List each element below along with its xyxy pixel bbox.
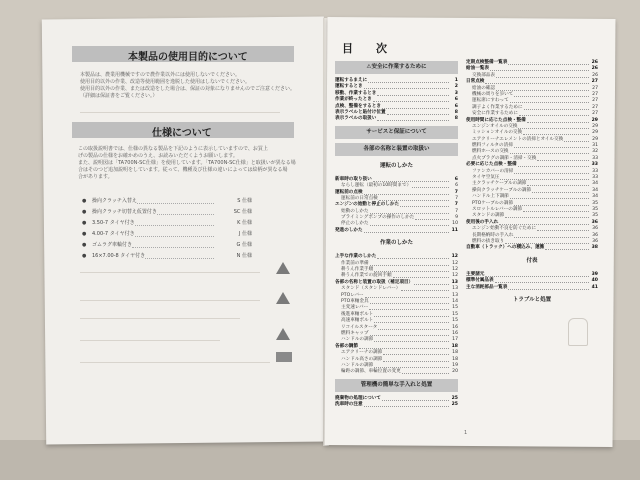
- toc-entry-label: 発進のしかた: [335, 227, 363, 233]
- toc-entry-label: 高速車軸ボルト: [341, 318, 374, 324]
- spec-text-line: この取扱説明書では、仕様の異なる製品を下記のように表示していますので、お買上: [78, 146, 268, 152]
- toc-leader-dots: [537, 156, 589, 161]
- spec-list: [82, 196, 252, 262]
- toc-leader-dots: [495, 278, 589, 283]
- toc-entry-page: 32: [592, 149, 598, 155]
- toc-entry-page: 39: [591, 271, 598, 277]
- toc-entry-label: PTOレバー: [341, 292, 364, 298]
- toc-entry-page: 33: [592, 175, 598, 181]
- spec-text-line: 合があります。: [78, 174, 113, 180]
- toc-entry-page: 15: [452, 318, 458, 324]
- toc-entry-label: 運転前の日常点検: [341, 195, 378, 201]
- toc-entry-page: 29: [591, 117, 598, 123]
- toc-leader-dots: [527, 181, 589, 186]
- toc-entry-label: ハンドルの調節: [341, 362, 374, 368]
- toc-entry-page: 26: [591, 66, 598, 72]
- toc-entry-page: 6: [454, 176, 458, 182]
- toc-entry-page: 29: [592, 136, 598, 142]
- toc-entry-page: 9: [455, 215, 458, 221]
- toc-entry-label: 耕うん作業手順: [341, 267, 374, 273]
- toc-title: 目 次: [342, 42, 393, 55]
- toc-leader-dots: [379, 196, 449, 201]
- toc-leader-dots: [514, 233, 589, 238]
- toc-entry-label: 燃料キャップ: [341, 330, 369, 336]
- toc-entry: [335, 228, 458, 234]
- toc-leader-dots: [545, 245, 589, 250]
- spec-item: ● 16×7.00-8 タイヤ付き N 仕様: [82, 253, 252, 259]
- toc-entry-label: 交換部品表: [472, 72, 495, 78]
- toc-leader-dots: [490, 66, 589, 71]
- toc-leader-dots: [373, 97, 449, 102]
- toc-entry-page: 36: [592, 226, 598, 232]
- toc-entry-page: 27: [591, 79, 598, 85]
- toc-entry-label: 調子よく作業するために: [472, 104, 523, 110]
- toc-leader-dots: [514, 169, 589, 174]
- toc-leader-dots: [414, 280, 449, 285]
- toc-entry-page: 6: [455, 183, 458, 189]
- toc-entry-label: ハンドルの調節: [341, 337, 374, 343]
- toc-leader-dots: [510, 149, 589, 154]
- toc-entry-label: 燃料の抜き取り: [472, 238, 505, 244]
- bleed-through-line: [80, 300, 260, 301]
- toc-entry-page: 40: [591, 278, 598, 284]
- toc-entry-label: ファンカバーの清掃: [472, 168, 514, 174]
- toc-leader-dots: [401, 286, 449, 291]
- toc-entry-page: 34: [592, 194, 598, 200]
- toc-section-heading: 各部の名称と装置の取扱い: [335, 143, 458, 156]
- toc-entry-page: 11: [451, 227, 458, 233]
- toc-entry-page: 2: [454, 84, 458, 90]
- toc-entry-label: 燃料ホースの交換: [472, 149, 509, 155]
- toc-entry-label: 作業が終ったとき: [335, 97, 372, 103]
- toc-leader-dots: [505, 213, 589, 218]
- toc-entry-page: 12: [452, 267, 458, 273]
- toc-leader-dots: [377, 254, 449, 259]
- toc-entry-label: 運転前の点検: [335, 189, 363, 195]
- toc-entry-label: プライミングポンプの操作のしかた: [341, 215, 415, 221]
- toc-leader-dots: [370, 299, 449, 304]
- toc-leader-dots: [373, 177, 449, 182]
- toc-leader-dots: [364, 402, 449, 407]
- toc-entry-label: 自動車（トラック）への積込み、運搬: [466, 245, 545, 251]
- toc-entry-label: 主な消耗部品一覧表: [466, 284, 508, 290]
- bleed-through-warning-icon: [276, 262, 290, 274]
- toc-entry-page: 1: [454, 78, 458, 83]
- spec-item: ● 4.00-7 タイヤ付き J 仕様: [82, 231, 252, 237]
- toc-entry-page: 33: [591, 162, 598, 168]
- purpose-text-line: 本製品は、農業用機械ですので農作業以外には使用しないでください。: [80, 72, 241, 78]
- toc-leader-dots: [524, 105, 589, 110]
- toc-leader-dots: [364, 190, 449, 195]
- toc-leader-dots: [510, 194, 589, 199]
- toc-entry-page: 6: [454, 97, 458, 103]
- purpose-text-line: （詳細は保証書をご覧ください。）: [80, 93, 158, 99]
- toc-section-heading: 管理機の簡単な手入れと処置: [335, 379, 458, 392]
- toc-leader-dots: [527, 118, 589, 123]
- toc-column-left: [335, 58, 458, 408]
- toc-leader-dots: [519, 111, 589, 116]
- toc-leader-dots: [382, 396, 449, 401]
- toc-leader-dots: [383, 357, 449, 362]
- toc-entry-page: 20: [452, 369, 458, 375]
- bleed-through-mark: [276, 352, 292, 362]
- toc-section-heading: 運転のしかた: [379, 162, 413, 169]
- toc-entry-label: 点検、整備をするとき: [335, 103, 381, 109]
- bleed-through-line: [80, 318, 240, 319]
- toc-entry-label: 運転席にすわって: [472, 98, 509, 104]
- toc-leader-dots: [378, 325, 449, 330]
- toc-leader-dots: [374, 312, 449, 317]
- toc-entry-page: 31: [592, 143, 598, 149]
- toc-leader-dots: [377, 91, 449, 96]
- toc-leader-dots: [505, 239, 589, 244]
- purpose-text-line: 使用目的以外の作業、改造等使用範囲を逸脱した使用はしないでください。: [80, 79, 251, 85]
- toc-leader-dots: [364, 228, 449, 233]
- toc-entry-label: 後進車軸ボルト: [341, 311, 374, 317]
- toc-entry-page: 38: [591, 245, 598, 251]
- toc-entry-label: 耕うん作業での旋回手順: [341, 273, 392, 279]
- toc-leader-dots: [374, 318, 449, 323]
- toc-entry-page: 35: [592, 213, 598, 219]
- toc-entry-page: 27: [592, 98, 598, 104]
- purpose-text-line: 使用目的以外の作業、または改造をした場合は、保証の対象になりませんのでご注意ください。: [80, 86, 296, 92]
- toc-entry-label: 点火プラグの調節・清掃・交換: [472, 155, 537, 161]
- toc-entry-page: 10: [452, 221, 458, 227]
- toc-entry-label: エアクリーナエレメントの清掃とオイル交換: [472, 136, 564, 142]
- spec-item: ● 操向クラッチ入替え S 仕様: [82, 198, 252, 204]
- toc-entry-label: エンジンオイルの交換: [472, 123, 518, 129]
- toc-entry-page: 13: [451, 279, 458, 285]
- toc-leader-dots: [514, 143, 589, 148]
- toc-leader-dots: [508, 285, 589, 290]
- toc-entry-page: 7: [455, 195, 458, 201]
- toc-entry-label: 燃料フィルタの清掃: [472, 143, 513, 149]
- toc-entry: [335, 369, 458, 375]
- toc-leader-dots: [374, 267, 449, 272]
- toc-entry-label: 新車時の取り扱い: [335, 176, 372, 182]
- toc-entry-page: 35: [592, 200, 598, 206]
- bleed-through-line: [80, 112, 280, 113]
- toc-leader-dots: [412, 183, 449, 188]
- toc-entry-label: ハンドル上下調節: [472, 194, 509, 200]
- toc-entry-label: 機械の周りを歩いて: [472, 91, 514, 97]
- toc-leader-dots: [400, 202, 449, 207]
- toc-entry-page: 36: [592, 232, 598, 238]
- toc-entry-label: 作業前の準備: [341, 260, 369, 266]
- toc-leader-dots: [496, 73, 589, 78]
- toc-leader-dots: [369, 305, 449, 310]
- toc-entry-label: ならし運転（最初の10時間まで）: [341, 183, 412, 189]
- toc-entry-label: 洗車時の注意: [335, 402, 363, 408]
- toc-entry-label: ハンドル高さの調節: [341, 356, 383, 362]
- toc-entry-page: 35: [592, 206, 598, 212]
- toc-leader-dots: [518, 162, 589, 167]
- toc-entry: [335, 402, 458, 408]
- toc-entry-label: PTO車軸金具: [341, 298, 369, 304]
- toc-entry-label: 各部の調節: [335, 343, 358, 349]
- toc-entry-page: 27: [592, 91, 598, 97]
- toc-entry-page: 8: [454, 109, 458, 115]
- spec-text-line: また、説明図は「TA700N-SC仕様」を使用しています。「TA700N-SC仕様」と取扱いが異なる場: [78, 160, 296, 166]
- toc-entry-page: 33: [592, 155, 598, 161]
- toc-entry-page: 36: [592, 238, 598, 244]
- toc-entry-page: 13: [452, 292, 458, 298]
- toc-entry-label: エアクリーナの調節: [341, 350, 383, 356]
- toc-entry-page: 25: [451, 395, 458, 401]
- toc-section-heading: トラブルと処置: [512, 296, 552, 303]
- toc-entry-label: 始動のしかた: [341, 208, 369, 214]
- toc-leader-dots: [359, 344, 449, 349]
- page-number: 1: [464, 430, 468, 436]
- bleed-through-warning-icon: [276, 292, 290, 304]
- toc-leader-dots: [496, 86, 589, 91]
- toc-entry-label: 各部の名称と装置の取扱（補足項目）: [335, 279, 414, 285]
- toc-entry-page: 34: [592, 181, 598, 187]
- toc-entry-page: 14: [452, 298, 458, 304]
- toc-leader-dots: [485, 79, 589, 84]
- toc-entry-label: 安全に作業するために: [472, 111, 518, 117]
- toc-entry-page: 12: [451, 254, 458, 260]
- toc-entry-label: リコイルスタータ: [341, 324, 378, 330]
- toc-entry-page: 7: [454, 202, 458, 208]
- toc-entry: [335, 116, 458, 122]
- toc-section-heading: サービスと保証について: [335, 126, 458, 139]
- toc-entry-label: PTOケーブルの調節: [472, 200, 513, 206]
- toc-section-heading: ⚠安全に作業するために: [335, 61, 458, 74]
- toc-entry-label: 操向クラッチケーブルの調節: [472, 187, 532, 193]
- toc-entry-page: 18: [451, 343, 458, 349]
- spec-item: ● ゴムラグ車輪付き G 仕様: [82, 242, 252, 248]
- toc-entry-label: 移動、作業するとき: [335, 90, 377, 96]
- toc-column-right: [466, 60, 598, 311]
- toc-leader-dots: [377, 116, 449, 121]
- bleed-through-line: [80, 340, 220, 341]
- toc-leader-dots: [364, 84, 449, 89]
- bleed-through-line: [80, 272, 260, 273]
- toc-leader-dots: [368, 78, 449, 83]
- toc-entry-label: 輪距の調節、車輪位置の変更: [341, 369, 401, 375]
- toc-leader-dots: [370, 331, 449, 336]
- toc-entry-label: 主要諸元: [466, 271, 485, 277]
- toc-leader-dots: [510, 98, 589, 103]
- toc-entry-page: 33: [592, 168, 598, 174]
- toc-section-heading: 付表: [526, 257, 538, 264]
- toc-entry-page: 17: [452, 337, 458, 343]
- toc-leader-dots: [537, 226, 589, 231]
- toc-entry-label: 使用後の手入れ: [466, 219, 499, 225]
- toc-entry-label: 上手な作業のしかた: [335, 254, 377, 260]
- toc-leader-dots: [514, 201, 589, 206]
- toc-entry-label: 給油の確認: [472, 85, 495, 91]
- toc-entry-page: 3: [454, 90, 458, 96]
- toc-leader-dots: [370, 221, 449, 226]
- toc-leader-dots: [370, 209, 449, 214]
- toc-leader-dots: [374, 337, 449, 342]
- toc-entry-label: 必要に応じた点検・整備: [466, 162, 517, 168]
- toc-entry-label: 定期点検整備一覧表: [466, 60, 508, 65]
- toc-entry-page: 15: [452, 311, 458, 317]
- toc-entry-label: 表示ラベルの取扱い: [335, 116, 377, 122]
- toc-entry-label: 給油一覧表: [466, 66, 489, 72]
- toc-leader-dots: [532, 188, 589, 193]
- toc-leader-dots: [523, 207, 589, 212]
- spec-text-line: げの製品の仕様をお確かめのうえ、お読みいただくようお願いします。: [78, 153, 238, 159]
- toc-entry-label: 長期格納時の手入れ: [472, 232, 514, 238]
- spec-title: 仕様について: [152, 128, 212, 139]
- toc-entry-page: 15: [452, 305, 458, 311]
- toc-entry-label: 停止のしかた: [341, 221, 369, 227]
- toc-leader-dots: [415, 215, 449, 220]
- toc-entry-page: 27: [592, 104, 598, 110]
- toc-leader-dots: [365, 293, 449, 298]
- toc-entry-label: 運転するとき: [335, 84, 363, 90]
- toc-leader-dots: [382, 104, 449, 109]
- toc-entry-page: 7: [455, 208, 458, 214]
- toc-entry-label: 表示ラベルと貼付け位置: [335, 109, 386, 115]
- toc-entry: [466, 285, 598, 291]
- toc-entry-label: 主クラッチケーブルの調節: [472, 181, 527, 187]
- toc-entry-page: 16: [452, 324, 458, 330]
- toc-leader-dots: [387, 110, 449, 115]
- toc-entry-label: スタンド（スタンドレバー）: [341, 286, 401, 292]
- toc-leader-dots: [402, 369, 449, 374]
- toc-entry-label: 使用時間に応じた点検・整備: [466, 117, 526, 123]
- toc-entry-label: 運転するまえに: [335, 78, 368, 83]
- toc-leader-dots: [499, 220, 589, 225]
- bleed-through-line: [80, 362, 270, 363]
- toc-entry-page: 19: [452, 362, 458, 368]
- toc-leader-dots: [370, 261, 449, 266]
- toc-entry-page: 34: [592, 187, 598, 193]
- spec-item: ● 操向クラッチ切替え仮置付き SC 仕様: [82, 209, 252, 215]
- toc-entry-label: スタンドの調節: [472, 213, 505, 219]
- toc-leader-dots: [485, 272, 589, 277]
- bleed-through-warning-icon: [276, 328, 290, 340]
- toc-entry-label: 標準付属品表: [466, 278, 494, 284]
- toc-leader-dots: [383, 350, 449, 355]
- toc-entry-label: タイヤ空気圧: [472, 175, 500, 181]
- toc-entry-label: 廃棄物の処理について: [335, 395, 381, 401]
- toc-entry-page: 29: [592, 123, 598, 129]
- toc-entry-page: 16: [452, 330, 458, 336]
- toc-entry-page: 6: [454, 103, 458, 109]
- toc-entry-page: 27: [592, 111, 598, 117]
- toc-entry-page: 27: [592, 85, 598, 91]
- toc-entry-page: 12: [452, 273, 458, 279]
- toc-entry-page: 41: [591, 284, 598, 290]
- spec-item: ● 3.50-7 タイヤ付き K 仕様: [82, 220, 252, 226]
- toc-leader-dots: [564, 137, 589, 142]
- purpose-title: 本製品の使用目的について: [128, 52, 248, 63]
- toc-entry-page: 12: [452, 260, 458, 266]
- toc-leader-dots: [523, 130, 589, 135]
- toc-leader-dots: [514, 92, 589, 97]
- toc-section-heading: 作業のしかた: [379, 240, 413, 247]
- toc-entry-page: 18: [452, 356, 458, 362]
- toc-entry-label: エンジン始動不良を防ぐために: [472, 226, 537, 232]
- toc-entry-label: ミッションオイルの交換: [472, 130, 523, 136]
- toc-entry-page: 25: [451, 402, 458, 408]
- toc-entry-label: スロットルレバーの調節: [472, 206, 523, 212]
- toc-entry-page: 26: [592, 72, 598, 78]
- toc-entry-label: 主変速レバー: [341, 305, 369, 311]
- toc-entry-page: 13: [452, 286, 458, 292]
- toc-entry-page: 36: [591, 219, 598, 225]
- toc-entry-label: 日常点検: [466, 79, 485, 85]
- toc-entry-page: 7: [454, 189, 458, 195]
- spec-text-line: 合はそのつど追加説明をしています。従って、機種及び仕様の違いによっては絵柄が異なる場: [78, 167, 288, 173]
- toc-leader-dots: [374, 363, 449, 368]
- toc-leader-dots: [393, 273, 449, 278]
- toc-entry-label: エンジンの始動と停止のしかた: [335, 202, 400, 208]
- toc-entry: [466, 245, 598, 251]
- toc-entry-page: 18: [452, 350, 458, 356]
- toc-entry-page: 8: [454, 116, 458, 122]
- toc-leader-dots: [500, 175, 589, 180]
- toc-entry-page: 26: [591, 60, 598, 65]
- bleed-through-figure: [568, 318, 588, 346]
- toc-leader-dots: [518, 124, 589, 129]
- toc-leader-dots: [508, 60, 589, 65]
- toc-entry-page: 29: [592, 130, 598, 136]
